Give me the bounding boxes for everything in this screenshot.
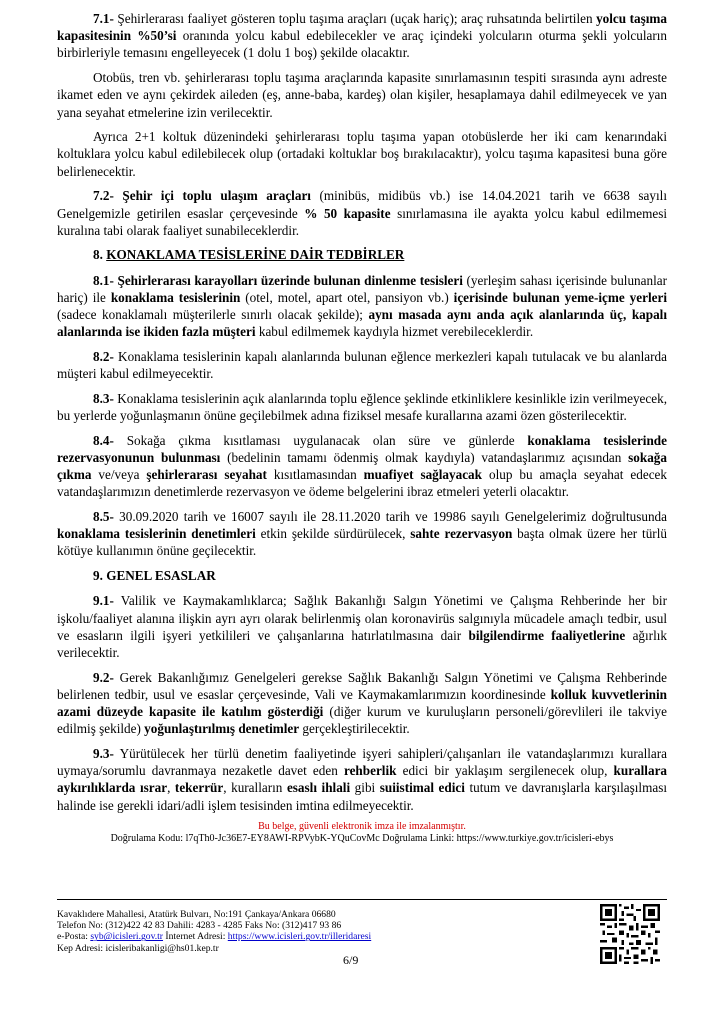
paragraph-8-1 [57, 272, 667, 341]
clause-label-9-3: 9.3- [93, 746, 114, 762]
bold-run: Şehir içi toplu ulaşım araçları [113, 188, 311, 204]
text-run: , [167, 780, 175, 796]
email-label: e-Posta: [57, 931, 91, 943]
bold-run: suiistimal edici [379, 780, 465, 796]
text-run: Konaklama tesislerinin açık alanlarında toplu eğlence şeklinde etkinliklere kesinlikle izin verilmeyecek, bu yerlerde yoğunlaşmanın önüne geçilebilmek adına fiziksel mesafe kurallarına azami özen gösterilecektir. [57, 390, 667, 424]
text-run: Yürütülecek her türlü denetim faaliyetinde işyeri sahipleri/çalışanları ile vatandaşlarımızı kurallara uymaya/sorumlu davranmaya nezaketle davet eden [57, 746, 667, 779]
text-run: gerçekleştirilecektir. [299, 721, 410, 737]
text-run: olup bu amaçla seyahat edecek vatandaşlarımızın denetimlerde rezervasyon ve ödeme belgelerini ibraz etmeleri yeterli olacaktır. [57, 467, 667, 500]
text-run: kabul edilmemek kaydıyla hizmet verebileceklerdir. [255, 324, 534, 340]
verification-line: Doğrulama Kodu: l7qTh0-Jc36E7-EY8AWI-RPVybK-YQuCovMc Doğrulama Linki: https://www.turkiye.gov.tr/icisleri-ebys [110, 833, 614, 845]
text-run: etkin şekilde sürdürülecek, [255, 526, 411, 542]
text-run: (bedelinin tamamı ödenmiş olmak kaydıyla) vatandaşlarımız açısından [220, 449, 629, 465]
paragraph-9-3 [57, 745, 667, 814]
paragraph-7-1-b: Otobüs, tren vb. şehirlerarası toplu taşıma araçlarında kapasite sınırlamasının tespiti sırasında aynı adreste ikamet eden ve aynı çekirdek aileden (eş, anne-baba, kardeş) olan kişiler, hesaplamaya dahil edilmeyecek ve yan yana seyahat etmelerine izin verilecektir. [57, 70, 667, 120]
bold-run: Şehirlerarası karayolları üzerinde bulunan dinlenme tesisleri [113, 272, 463, 288]
bold-run: sokağa çıkma [57, 449, 667, 483]
bold-run: yoğunlaştırılmış denetimler [144, 721, 300, 737]
email-link[interactable]: syb@icisleri.gov.tr [90, 931, 164, 943]
bold-run: tekerrür [174, 780, 224, 796]
bold-run: % 50 kapasite [304, 205, 391, 221]
bold-run: yolcu taşıma kapasitesinin %50’si [57, 11, 667, 44]
footer-divider [57, 899, 667, 900]
footer-kep: Kep Adresi: icisleribakanligi@hs01.kep.tr [57, 942, 219, 954]
bold-run: konaklama tesislerinin [110, 289, 241, 305]
clause-label-8-3: 8.3- [93, 390, 114, 406]
clause-label-8-4: 8.4- [93, 432, 114, 448]
bold-run: aynı masada aynı anda açık alanlarında üç, kapalı alanlarında ise ikiden fazla müşteri [57, 307, 667, 340]
paragraph-7-2 [57, 187, 667, 239]
web-label: İnternet Adresi: [163, 931, 228, 943]
text-run: sınırlamasına ile ayakta yolcu kabul edilmemesi kuralına tabi olarak faaliyet sunabileceklerdir. [57, 205, 667, 238]
document-body [57, 10, 667, 845]
bold-run: konaklama tesislerinin denetimleri [57, 526, 256, 542]
website-link[interactable]: https://www.icisleri.gov.tr/illeridaresi [227, 931, 372, 943]
clause-label-7-2: 7.2- [93, 188, 114, 204]
bold-run: sahte rezervasyon [410, 526, 513, 542]
paragraph-9-1 [57, 592, 667, 661]
paragraph-8-5 [57, 508, 667, 560]
footer-contact [57, 909, 371, 954]
section-heading-8 [57, 246, 667, 263]
clause-label-8-5: 8.5- [93, 509, 114, 525]
text-run: edici bir yaklaşım sergilenecek olup, [396, 763, 614, 779]
bold-run: kolluk kuvvetlerinin azami düzeyde kapasite ile katılım gösterdiği [57, 686, 667, 720]
heading-text: KONAKLAMA TESİSLERİNE DAİR TEDBİRLER [106, 247, 405, 263]
clause-label-8-2: 8.2- [93, 348, 114, 364]
text-run: Konaklama tesislerinin kapalı alanlarında bulunan eğlence merkezleri kapalı tutulacak ve bu alanlarda müşteri kabul edilmeyecektir. [57, 348, 667, 382]
section-heading-9: 9. GENEL ESASLAR [93, 568, 216, 584]
paragraph-9-2 [57, 669, 667, 738]
bold-run: konaklama tesislerinde rezervasyonunun bulunması [57, 432, 667, 465]
clause-label-9-2: 9.2- [93, 669, 114, 685]
text-run: başta olmak üzere her türlü kötüye kullanımın önüne geçilecektir. [57, 526, 667, 559]
text-run: (minibüs, midibüs vb.) ise 14.04.2021 tarih ve 6638 sayılı Genelgemizle getirilen esaslar çerçevesinde [57, 188, 667, 221]
e-signature-notice: Bu belge, güvenli elektronik imza ile imzalanmıştır. [258, 821, 466, 833]
text-run: Sokağa çıkma kısıtlaması uygulanacak olan süre ve günlerde [113, 432, 528, 448]
text-run: Valilik ve Kaymakamlıklarca; Sağlık Bakanlığı Salgın Yönetimi ve Çalışma Rehberinde her bir işkolu/faaliyet alanına ilişkin ayrı ayrı olarak belirlenmiş olan koronavirüs salgınıyla mücadele amaçlı tedbir, usul ve esasların ilgili işyeri yetkilileri ve çalışanlarına hatırlatılmasına dair [57, 593, 667, 643]
text-run: gibi [350, 780, 380, 796]
paragraph-8-4 [57, 432, 667, 501]
text-run: 30.09.2020 tarih ve 16007 sayılı ile 28.11.2020 tarih ve 19986 sayılı Genelgelerimiz doğrultusunda [113, 509, 667, 525]
footer-address: Kavaklıdere Mahallesi, Atatürk Bulvarı, No:191 Çankaya/Ankara 06680 [57, 909, 336, 920]
bold-run: muafiyet sağlayacak [363, 467, 482, 483]
text-run: Şehirlerarası faaliyet gösteren toplu taşıma araçları (uçak hariç); araç ruhsatında belirtilen [113, 11, 597, 26]
paragraph-7-1 [57, 10, 667, 62]
footer-email-web [57, 931, 371, 942]
text-run: kısıtlamasından [266, 467, 364, 483]
bold-run: esaslı ihlali [286, 780, 351, 796]
qr-code-icon [600, 904, 660, 964]
bold-run: şehirlerarası seyahat [146, 467, 267, 483]
paragraph-8-2 [57, 348, 667, 382]
paragraph-7-1-c: Ayrıca 2+1 koltuk düzenindeki şehirlerarası toplu taşıma yapan otobüslerde her iki cam kenarındaki koltuklara yolcu kabul edilebilecek olup (ortadaki koltuklar boş bırakılacaktır), yolcu taşıma kapasitesi buna göre belirlenecektir. [57, 129, 667, 179]
text-run: (diğer kurum ve kuruluşların personeli/görevlileri ile takviye edilmiş şekilde) [57, 704, 667, 737]
paragraph-8-3 [57, 390, 667, 424]
bold-run: içerisinde bulunan yeme-içme yerleri [453, 289, 667, 305]
text-run: ağırlık verilecektir. [57, 627, 667, 660]
text-run: ve/veya [91, 467, 147, 483]
bold-run: kurallara aykırılıklarda ısrar [57, 763, 668, 796]
text-run: Gerek Bakanlığımız Genelgeleri gerekse Sağlık Bakanlığı Salgın Yönetimi ve Çalışma Rehberinde belirlenen tedbir, usul ve esaslar çerçevesinde, Vali ve Kaymakamlarımızın koordinesinde [57, 669, 667, 702]
bold-run: bilgilendirme faaliyetlerine [468, 627, 626, 643]
heading-number: 8. [93, 247, 107, 263]
footer-phone: Telefon No: (312)422 42 83 Dahili: 4283 - 4285 Faks No: (312)417 93 86 [57, 920, 342, 932]
bold-run: rehberlik [343, 763, 397, 779]
clause-label-8-1: 8.1- [93, 272, 114, 288]
e-signature-block [57, 821, 667, 845]
text-run: (otel, motel, apart otel, pansiyon vb.) [240, 289, 454, 305]
text-run: , kuralların [223, 780, 287, 796]
text-run: (yerleşim sahası içerisinde bulunanlar hariç) ile [57, 272, 667, 305]
text-run: tutum ve davranışlarla karşılaşılması halinde ise gerekli idari/adli işlem tesisinden imtina edilmeyecektir. [57, 780, 668, 813]
clause-label-7-1: 7.1- [93, 11, 114, 26]
clause-label-9-1: 9.1- [93, 593, 114, 609]
text-run: oranında yolcu kabul edebilecekler ve araç içindeki yolcuların oturma şekli yolcuların birbirleriyle temasını engelleyecek (1 dolu 1 boş) şekilde olacaktır. [57, 28, 667, 61]
text-run: (sadece konaklamalı müşterilerle sınırlı olacak şekilde); [57, 307, 369, 323]
page-number: 6/9 [343, 953, 359, 967]
